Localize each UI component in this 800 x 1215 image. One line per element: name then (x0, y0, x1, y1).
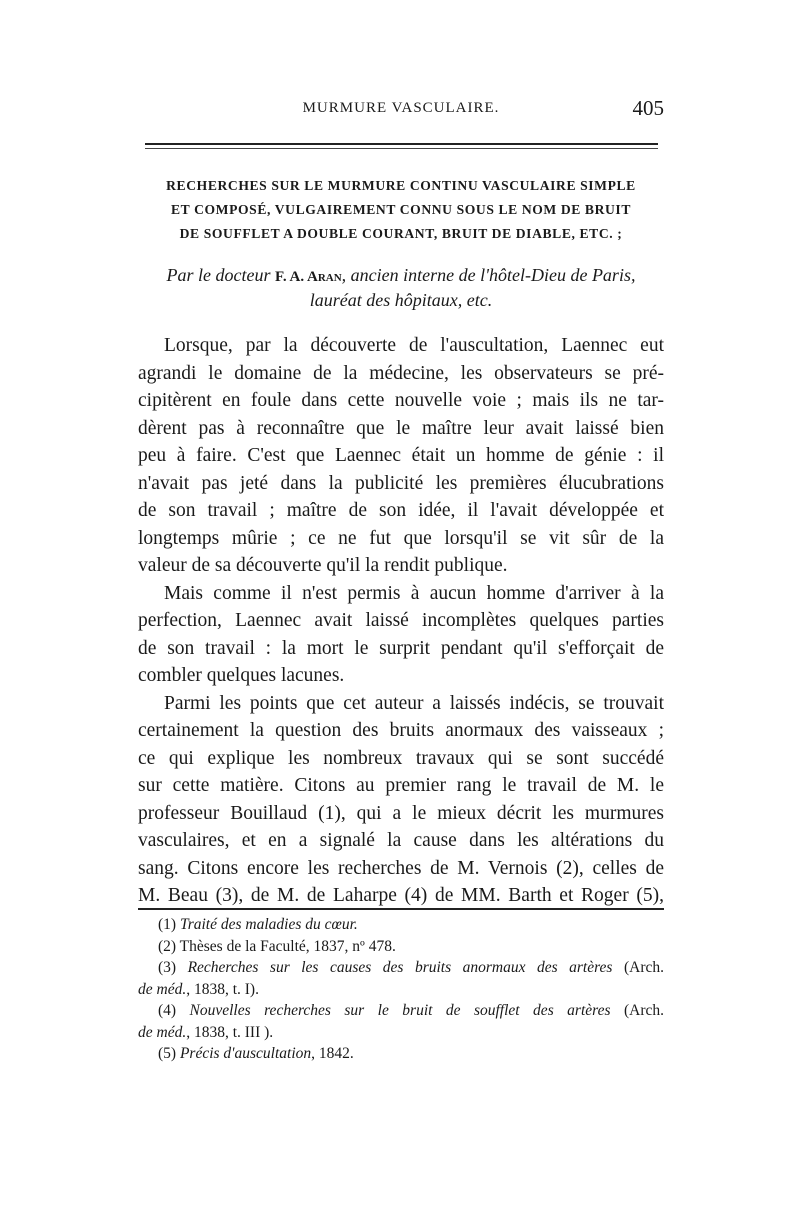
body-line: certainement la question des bruits anormaux des vaisseaux ; (138, 720, 664, 741)
footnote-3-cont (138, 979, 664, 1001)
body-line: M. Beau (3), de M. de Laharpe (4) de MM. Barth et Roger (5), (138, 885, 664, 906)
footnote-text: Précis d'auscultation (179, 1045, 312, 1062)
body-line: dèrent pas à reconnaître que le maître leur avait laissé bien (138, 417, 664, 439)
footnotes (138, 914, 664, 1065)
footnote-number: (3) (158, 959, 188, 976)
footnote-text: Nouvelles recherches sur le bruit de soufflet des artères (189, 1002, 611, 1019)
footnote-text: Recherches sur les causes des bruits anormaux des artères (187, 959, 613, 976)
body-line: de son travail : la mort le surprit pendant qu'il s'efforçait de (138, 637, 664, 659)
footnote-4 (138, 1000, 664, 1022)
footnote-text: Traité des maladies du cœur. (179, 916, 358, 933)
body-line: Mais comme il n'est permis à aucun homme d'arriver à la (164, 582, 664, 604)
body-line: n'avait pas jeté dans la publicité les premières élucubrations (138, 472, 664, 494)
footnote-text: , 1842. (311, 1045, 354, 1062)
footnote-text: de méd. (138, 980, 187, 998)
header-rule-thin (145, 148, 658, 149)
footnote-1 (138, 914, 664, 936)
article-title-line: DE SOUFFLET A DOUBLE COURANT, BRUIT DE DIABLE, ETC. ; (179, 226, 623, 241)
footnote-5 (138, 1043, 664, 1065)
body-line: Parmi les points que cet auteur a laissés indécis, se trouvait (164, 692, 664, 714)
footnote-text: de méd. (138, 1023, 187, 1041)
body-line: sur cette matière. Citons au premier rang le travail de M. le (138, 775, 664, 796)
body-line: peu à faire. C'est que Laennec était un homme de génie : il (138, 445, 664, 466)
footnote-text: , 1838, t. III ). (186, 1023, 274, 1041)
body-line: perfection, Laennec avait laissé incomplètes quelques parties (138, 610, 664, 631)
article-title (138, 174, 664, 246)
body-text (138, 332, 664, 910)
body-line: sang. Citons encore les recherches de M. Vernois (2), celles de (138, 857, 664, 879)
body-line: longtemps mûrie ; ce ne fut que lorsqu'il se vit sûr de la (138, 527, 664, 549)
body-line: de son travail ; maître de son idée, il l'avait développée et (138, 500, 664, 521)
footnote-text: (Arch. (612, 959, 664, 976)
footnote-2 (138, 936, 664, 958)
body-line: professeur Bouillaud (1), qui a le mieux décrit les murmures (138, 802, 664, 824)
footnote-4-cont (138, 1022, 664, 1044)
body-line: combler quelques lacunes. (138, 665, 345, 686)
byline-suffix: , ancien interne de l'hôtel-Dieu de Paris, (341, 265, 636, 285)
footnote-number: (1) (158, 916, 180, 933)
footnote-number: (4) (158, 1002, 190, 1019)
page-number: 405 (632, 96, 664, 120)
footnote-text: , 1838, t. I). (186, 980, 259, 998)
body-line: valeur de sa découverte qu'il la rendit publique. (138, 555, 508, 576)
article-title-line: RECHERCHES SUR LE MURMURE CONTINU VASCULAIRE SIMPLE (166, 178, 636, 193)
byline (138, 264, 664, 312)
body-line: ce qui explique les nombreux travaux qui se sont succédé (138, 747, 664, 769)
running-head (138, 96, 664, 122)
footnote-number: (5) (158, 1045, 180, 1062)
article-title-line: ET COMPOSÉ, VULGAIREMENT CONNU SOUS LE NOM DE BRUIT (170, 202, 631, 217)
byline-prefix: Par le docteur (166, 265, 276, 285)
header-rule (145, 143, 658, 145)
body-line: vasculaires, et en a signalé la cause dans les altérations du (138, 830, 664, 851)
byline-line-1 (138, 264, 664, 289)
footnote-rule (138, 908, 664, 910)
body-line: cipitèrent en foule dans cette nouvelle voie ; mais ils ne tar- (138, 390, 664, 411)
footnote-3 (138, 957, 664, 979)
footnote-text: (Arch. (610, 1002, 664, 1019)
body-line: agrandi le domaine de la médecine, les observateurs se pré- (138, 362, 664, 384)
running-head-title: MURMURE VASCULAIRE. (302, 100, 500, 116)
body-line: Lorsque, par la découverte de l'auscultation, Laennec eut (164, 335, 664, 356)
byline-line-2: lauréat des hôpitaux, etc. (309, 290, 493, 310)
footnote-number: (2) (158, 937, 180, 955)
author-name: F. A. Aran (275, 269, 342, 285)
footnote-text: Thèses de la Faculté, 1837, nº 478. (179, 937, 396, 955)
